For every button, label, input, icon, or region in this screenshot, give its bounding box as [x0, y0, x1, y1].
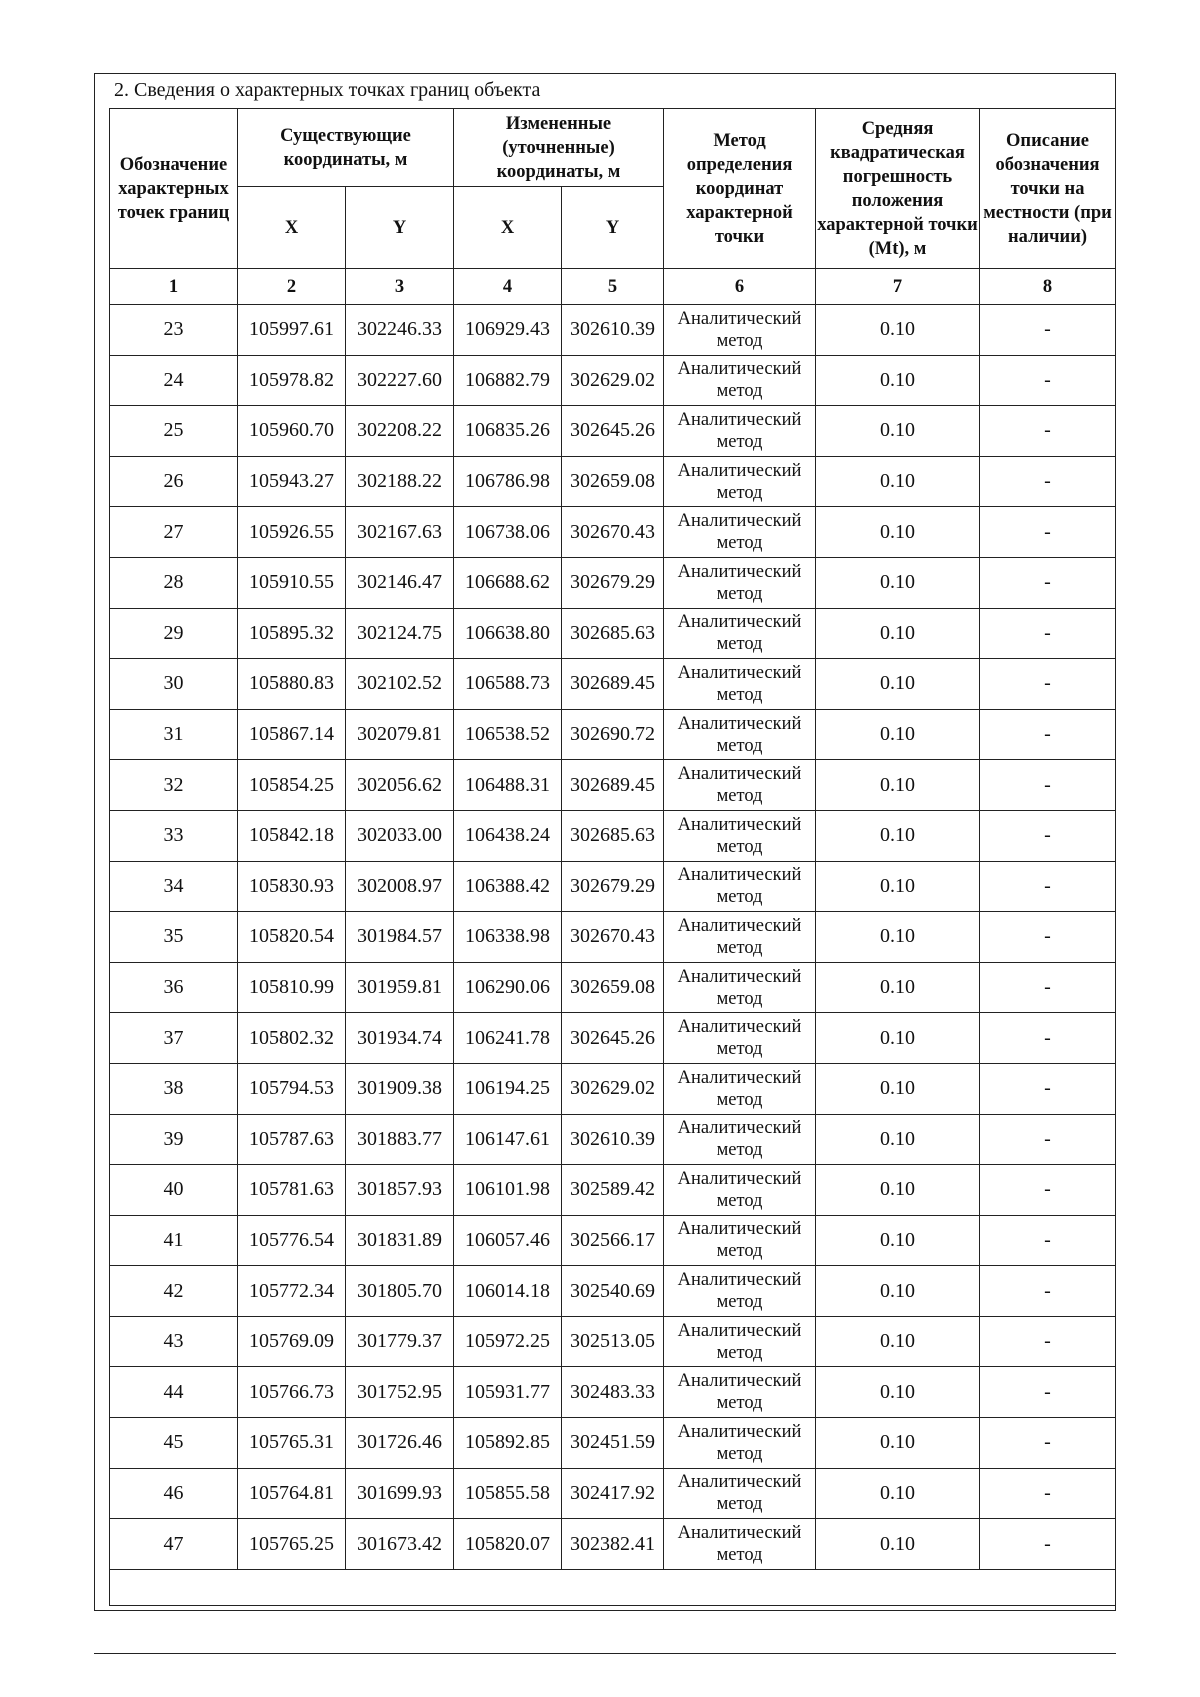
existing-y-cell: 301934.74: [346, 1013, 454, 1064]
existing-y-cell: 301699.93: [346, 1468, 454, 1519]
point-number-cell: 39: [110, 1114, 238, 1165]
existing-x-cell: 105781.63: [238, 1165, 346, 1216]
description-cell: -: [980, 912, 1116, 963]
method-cell: Аналитический метод: [664, 1165, 816, 1216]
description-cell: -: [980, 1418, 1116, 1469]
point-number-cell: 34: [110, 861, 238, 912]
changed-x-cell: 106338.98: [454, 912, 562, 963]
mean-error-cell: 0.10: [816, 709, 980, 760]
description-cell: -: [980, 1519, 1116, 1570]
col-number: 8: [980, 269, 1116, 305]
existing-x-cell: 105820.54: [238, 912, 346, 963]
method-cell: Аналитический метод: [664, 1367, 816, 1418]
footer-divider: [94, 1653, 1116, 1654]
table-row: [110, 1165, 1116, 1216]
existing-y-cell: 301752.95: [346, 1367, 454, 1418]
mean-error-cell: 0.10: [816, 659, 980, 710]
point-number-cell: 31: [110, 709, 238, 760]
method-cell: Аналитический метод: [664, 507, 816, 558]
point-number-cell: 33: [110, 810, 238, 861]
point-number-cell: 25: [110, 406, 238, 457]
description-cell: -: [980, 810, 1116, 861]
changed-x-cell: 106835.26: [454, 406, 562, 457]
changed-x-cell: 106438.24: [454, 810, 562, 861]
mean-error-cell: 0.10: [816, 608, 980, 659]
header-method: Метод определения координат характерной точки: [664, 109, 816, 269]
description-cell: -: [980, 962, 1116, 1013]
table-row: [110, 1114, 1116, 1165]
existing-y-cell: 302033.00: [346, 810, 454, 861]
changed-x-cell: 106538.52: [454, 709, 562, 760]
method-cell: Аналитический метод: [664, 1114, 816, 1165]
table-row: [110, 810, 1116, 861]
description-cell: -: [980, 1266, 1116, 1317]
table-row: [110, 861, 1116, 912]
empty-row: [110, 1569, 1116, 1605]
existing-y-cell: 302246.33: [346, 305, 454, 356]
point-number-cell: 44: [110, 1367, 238, 1418]
method-cell: Аналитический метод: [664, 1013, 816, 1064]
existing-x-cell: 105842.18: [238, 810, 346, 861]
existing-y-cell: 302008.97: [346, 861, 454, 912]
existing-y-cell: 301726.46: [346, 1418, 454, 1469]
col-number: 4: [454, 269, 562, 305]
changed-x-cell: 106488.31: [454, 760, 562, 811]
point-number-cell: 42: [110, 1266, 238, 1317]
col-number: 3: [346, 269, 454, 305]
existing-y-cell: 302124.75: [346, 608, 454, 659]
existing-y-cell: 302227.60: [346, 355, 454, 406]
existing-y-cell: 301673.42: [346, 1519, 454, 1570]
existing-y-cell: 301779.37: [346, 1316, 454, 1367]
changed-x-cell: 106014.18: [454, 1266, 562, 1317]
existing-y-cell: 302208.22: [346, 406, 454, 457]
point-number-cell: 41: [110, 1215, 238, 1266]
existing-y-cell: 301805.70: [346, 1266, 454, 1317]
changed-x-cell: 105972.25: [454, 1316, 562, 1367]
description-cell: -: [980, 659, 1116, 710]
changed-x-cell: 106786.98: [454, 456, 562, 507]
table-row: [110, 355, 1116, 406]
existing-x-cell: 105765.31: [238, 1418, 346, 1469]
mean-error-cell: 0.10: [816, 1063, 980, 1114]
description-cell: -: [980, 760, 1116, 811]
method-cell: Аналитический метод: [664, 406, 816, 457]
changed-x-cell: 106388.42: [454, 861, 562, 912]
point-number-cell: 38: [110, 1063, 238, 1114]
description-cell: -: [980, 305, 1116, 356]
existing-x-cell: 105787.63: [238, 1114, 346, 1165]
point-number-cell: 43: [110, 1316, 238, 1367]
table-row: [110, 1013, 1116, 1064]
description-cell: -: [980, 1468, 1116, 1519]
point-number-cell: 45: [110, 1418, 238, 1469]
changed-x-cell: 106290.06: [454, 962, 562, 1013]
method-cell: Аналитический метод: [664, 557, 816, 608]
description-cell: -: [980, 1215, 1116, 1266]
table-row: [110, 1316, 1116, 1367]
mean-error-cell: 0.10: [816, 507, 980, 558]
existing-x-cell: 105772.34: [238, 1266, 346, 1317]
changed-x-cell: 106147.61: [454, 1114, 562, 1165]
description-cell: -: [980, 1063, 1116, 1114]
mean-error-cell: 0.10: [816, 557, 980, 608]
col-number: 5: [562, 269, 664, 305]
changed-y-cell: 302566.17: [562, 1215, 664, 1266]
mean-error-cell: 0.10: [816, 1013, 980, 1064]
description-cell: -: [980, 1114, 1116, 1165]
point-number-cell: 35: [110, 912, 238, 963]
mean-error-cell: 0.10: [816, 1468, 980, 1519]
description-cell: -: [980, 406, 1116, 457]
mean-error-cell: 0.10: [816, 406, 980, 457]
changed-y-cell: 302645.26: [562, 406, 664, 457]
changed-y-cell: 302670.43: [562, 507, 664, 558]
changed-x-cell: 106638.80: [454, 608, 562, 659]
point-number-cell: 47: [110, 1519, 238, 1570]
method-cell: Аналитический метод: [664, 962, 816, 1013]
table-row: [110, 962, 1116, 1013]
point-number-cell: 37: [110, 1013, 238, 1064]
mean-error-cell: 0.10: [816, 1165, 980, 1216]
mean-error-cell: 0.10: [816, 912, 980, 963]
changed-y-cell: 302659.08: [562, 456, 664, 507]
header-mean-error: Средняя квадратическая погрешность положения характерной точки (Mt), м: [816, 109, 980, 269]
changed-y-cell: 302610.39: [562, 1114, 664, 1165]
col-number: 7: [816, 269, 980, 305]
mean-error-cell: 0.10: [816, 810, 980, 861]
changed-y-cell: 302690.72: [562, 709, 664, 760]
existing-x-cell: 105943.27: [238, 456, 346, 507]
col-number: 2: [238, 269, 346, 305]
method-cell: Аналитический метод: [664, 810, 816, 861]
changed-y-cell: 302689.45: [562, 659, 664, 710]
col-number: 6: [664, 269, 816, 305]
table-body: [110, 305, 1116, 1606]
changed-y-cell: 302645.26: [562, 1013, 664, 1064]
method-cell: Аналитический метод: [664, 1468, 816, 1519]
section-title: 2. Сведения о характерных точках границ объекта: [114, 79, 541, 101]
point-number-cell: 28: [110, 557, 238, 608]
mean-error-cell: 0.10: [816, 1114, 980, 1165]
changed-y-cell: 302589.42: [562, 1165, 664, 1216]
mean-error-cell: 0.10: [816, 1316, 980, 1367]
existing-x-cell: 105764.81: [238, 1468, 346, 1519]
existing-x-cell: 105926.55: [238, 507, 346, 558]
existing-x-cell: 105910.55: [238, 557, 346, 608]
changed-y-cell: 302417.92: [562, 1468, 664, 1519]
existing-y-cell: 301883.77: [346, 1114, 454, 1165]
existing-x-cell: 105810.99: [238, 962, 346, 1013]
changed-y-cell: 302629.02: [562, 1063, 664, 1114]
description-cell: -: [980, 355, 1116, 406]
existing-y-cell: 302102.52: [346, 659, 454, 710]
header-existing-y: Y: [346, 187, 454, 269]
mean-error-cell: 0.10: [816, 861, 980, 912]
changed-x-cell: 106101.98: [454, 1165, 562, 1216]
changed-y-cell: 302540.69: [562, 1266, 664, 1317]
table-row: [110, 608, 1116, 659]
description-cell: -: [980, 608, 1116, 659]
changed-x-cell: 105931.77: [454, 1367, 562, 1418]
changed-x-cell: 106882.79: [454, 355, 562, 406]
changed-y-cell: 302659.08: [562, 962, 664, 1013]
existing-x-cell: 105854.25: [238, 760, 346, 811]
description-cell: -: [980, 557, 1116, 608]
changed-x-cell: 106738.06: [454, 507, 562, 558]
table-row: [110, 709, 1116, 760]
empty-cell: [110, 1569, 1116, 1605]
changed-y-cell: 302451.59: [562, 1418, 664, 1469]
point-number-cell: 32: [110, 760, 238, 811]
existing-y-cell: 301909.38: [346, 1063, 454, 1114]
existing-x-cell: 105960.70: [238, 406, 346, 457]
existing-y-cell: 302056.62: [346, 760, 454, 811]
table-row: [110, 305, 1116, 356]
description-cell: -: [980, 1316, 1116, 1367]
existing-x-cell: 105769.09: [238, 1316, 346, 1367]
description-cell: -: [980, 861, 1116, 912]
existing-x-cell: 105880.83: [238, 659, 346, 710]
existing-x-cell: 105830.93: [238, 861, 346, 912]
point-number-cell: 46: [110, 1468, 238, 1519]
changed-y-cell: 302382.41: [562, 1519, 664, 1570]
table-row: [110, 659, 1116, 710]
changed-y-cell: 302685.63: [562, 608, 664, 659]
header-description: Описание обозначения точки на местности (при наличии): [980, 109, 1116, 269]
method-cell: Аналитический метод: [664, 1063, 816, 1114]
point-number-cell: 40: [110, 1165, 238, 1216]
changed-x-cell: 106588.73: [454, 659, 562, 710]
mean-error-cell: 0.10: [816, 1215, 980, 1266]
mean-error-cell: 0.10: [816, 456, 980, 507]
method-cell: Аналитический метод: [664, 709, 816, 760]
method-cell: Аналитический метод: [664, 1266, 816, 1317]
existing-y-cell: 301959.81: [346, 962, 454, 1013]
changed-x-cell: 105820.07: [454, 1519, 562, 1570]
point-number-cell: 29: [110, 608, 238, 659]
method-cell: Аналитический метод: [664, 1418, 816, 1469]
mean-error-cell: 0.10: [816, 355, 980, 406]
header-changed-coords: Измененные (уточненные) координаты, м: [454, 109, 664, 187]
table-row: [110, 456, 1116, 507]
changed-x-cell: 105892.85: [454, 1418, 562, 1469]
description-cell: -: [980, 456, 1116, 507]
existing-y-cell: 302079.81: [346, 709, 454, 760]
col-number: 1: [110, 269, 238, 305]
table-row: [110, 1468, 1116, 1519]
changed-x-cell: 106688.62: [454, 557, 562, 608]
table-row: [110, 912, 1116, 963]
existing-y-cell: 302167.63: [346, 507, 454, 558]
description-cell: -: [980, 1013, 1116, 1064]
existing-y-cell: 301831.89: [346, 1215, 454, 1266]
method-cell: Аналитический метод: [664, 456, 816, 507]
changed-y-cell: 302670.43: [562, 912, 664, 963]
existing-x-cell: 105978.82: [238, 355, 346, 406]
existing-x-cell: 105794.53: [238, 1063, 346, 1114]
changed-y-cell: 302629.02: [562, 355, 664, 406]
point-number-cell: 27: [110, 507, 238, 558]
method-cell: Аналитический метод: [664, 1215, 816, 1266]
point-number-cell: 36: [110, 962, 238, 1013]
method-cell: Аналитический метод: [664, 355, 816, 406]
existing-x-cell: 105802.32: [238, 1013, 346, 1064]
changed-y-cell: 302610.39: [562, 305, 664, 356]
description-cell: -: [980, 1165, 1116, 1216]
existing-y-cell: 302188.22: [346, 456, 454, 507]
changed-y-cell: 302689.45: [562, 760, 664, 811]
header-changed-y: Y: [562, 187, 664, 269]
changed-x-cell: 106929.43: [454, 305, 562, 356]
mean-error-cell: 0.10: [816, 1367, 980, 1418]
header-changed-x: X: [454, 187, 562, 269]
header-existing-x: X: [238, 187, 346, 269]
method-cell: Аналитический метод: [664, 608, 816, 659]
point-number-cell: 26: [110, 456, 238, 507]
method-cell: Аналитический метод: [664, 912, 816, 963]
table-row: [110, 1266, 1116, 1317]
table-row: [110, 1367, 1116, 1418]
description-cell: -: [980, 709, 1116, 760]
existing-x-cell: 105766.73: [238, 1367, 346, 1418]
existing-x-cell: 105867.14: [238, 709, 346, 760]
table-row: [110, 1418, 1116, 1469]
point-number-cell: 30: [110, 659, 238, 710]
mean-error-cell: 0.10: [816, 305, 980, 356]
existing-x-cell: 105997.61: [238, 305, 346, 356]
method-cell: Аналитический метод: [664, 861, 816, 912]
method-cell: Аналитический метод: [664, 760, 816, 811]
table-row: [110, 406, 1116, 457]
table-row: [110, 1215, 1116, 1266]
changed-x-cell: 106241.78: [454, 1013, 562, 1064]
changed-y-cell: 302679.29: [562, 861, 664, 912]
existing-x-cell: 105895.32: [238, 608, 346, 659]
changed-y-cell: 302513.05: [562, 1316, 664, 1367]
existing-x-cell: 105776.54: [238, 1215, 346, 1266]
existing-y-cell: 301857.93: [346, 1165, 454, 1216]
changed-x-cell: 106057.46: [454, 1215, 562, 1266]
changed-x-cell: 106194.25: [454, 1063, 562, 1114]
header-existing-coords: Существующие координаты, м: [238, 109, 454, 187]
point-number-cell: 24: [110, 355, 238, 406]
changed-y-cell: 302685.63: [562, 810, 664, 861]
table-row: [110, 507, 1116, 558]
description-cell: -: [980, 507, 1116, 558]
changed-x-cell: 105855.58: [454, 1468, 562, 1519]
mean-error-cell: 0.10: [816, 1266, 980, 1317]
header-point-designation: Обозначение характерных точек границ: [110, 109, 238, 269]
mean-error-cell: 0.10: [816, 760, 980, 811]
method-cell: Аналитический метод: [664, 659, 816, 710]
mean-error-cell: 0.10: [816, 1519, 980, 1570]
point-number-cell: 23: [110, 305, 238, 356]
existing-y-cell: 302146.47: [346, 557, 454, 608]
method-cell: Аналитический метод: [664, 1316, 816, 1367]
mean-error-cell: 0.10: [816, 1418, 980, 1469]
description-cell: -: [980, 1367, 1116, 1418]
changed-y-cell: 302483.33: [562, 1367, 664, 1418]
existing-y-cell: 301984.57: [346, 912, 454, 963]
method-cell: Аналитический метод: [664, 1519, 816, 1570]
changed-y-cell: 302679.29: [562, 557, 664, 608]
table-row: [110, 760, 1116, 811]
table-row: [110, 1519, 1116, 1570]
method-cell: Аналитический метод: [664, 305, 816, 356]
boundary-points-table: [109, 108, 1116, 1606]
existing-x-cell: 105765.25: [238, 1519, 346, 1570]
table-row: [110, 1063, 1116, 1114]
table-row: [110, 557, 1116, 608]
mean-error-cell: 0.10: [816, 962, 980, 1013]
